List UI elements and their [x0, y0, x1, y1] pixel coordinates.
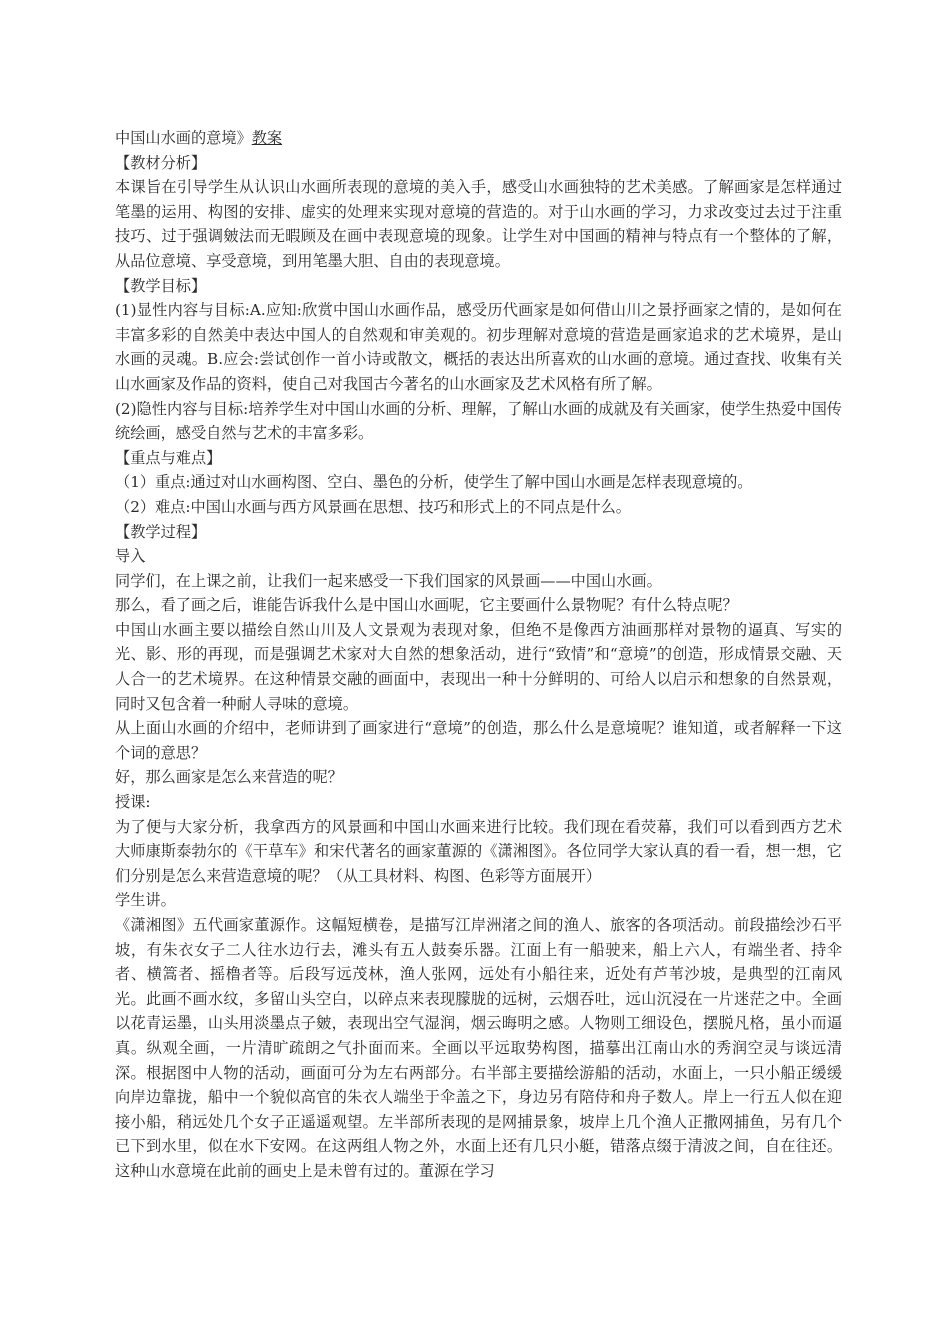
intro-label: 导入	[115, 547, 146, 566]
goal-paragraph-1: (1)显性内容与目标:A.应知:欣赏中国山水画作品，感受历代画家是如何借山川之景抒画家之情的，是如何在丰富多彩的自然美中表达中国人的自然观和审美观的。初步理解对意境的营造是画家追求的艺术境界，是山水画的灵魂。B.应会:尝试创作一首小诗或散文，概括的表达出所喜欢的山水画的意境。通过查找、收集有关山水画家及作品的资料，使自己对我国古今著名的山水画家及艺术风格有所了解。	[115, 301, 842, 393]
analysis-heading: 【教材分析】	[115, 153, 207, 172]
keypoint-paragraph-2: （2）难点:中国山水画与西方风景画在思想、技巧和形式上的不同点是什么。	[115, 497, 631, 516]
goals-heading: 【教学目标】	[115, 276, 207, 295]
student-label: 学生讲。	[115, 891, 176, 910]
intro-paragraph-5: 好，那么画家是怎么来营造的呢？	[115, 768, 343, 787]
document-title	[115, 126, 842, 151]
keypoints-heading: 【重点与难点】	[115, 448, 222, 467]
intro-paragraph-3: 中国山水画主要以描绘自然山川及人文景观为表现对象，但绝不是像西方油画那样对景物的逼真、写实的光、影、形的再现，而是强调艺术家对大自然的想象活动，进行“致情”和“意境”的创造，形成情景交融、天人合一的艺术境界。在这种情景交融的画面中，表现出一种十分鲜明的、可给人以启示和想象的自然景观，同时又包含着一种耐人寻味的意境。	[115, 620, 842, 713]
intro-paragraph-4: 从上面山水画的介绍中，老师讲到了画家进行“意境”的创造，那么什么是意境呢？谁知道，或者解释一下这个词的意思？	[115, 719, 842, 762]
document-page	[115, 126, 842, 1184]
intro-paragraph-1: 同学们，在上课之前，让我们一起来感受一下我们国家的风景画——中国山水画。	[115, 571, 662, 590]
analysis-paragraph: 本课旨在引导学生从认识山水画所表现的意境的美入手，感受山水画独特的艺术美感。了解画家是怎样通过笔墨的运用、构图的安排、虚实的处理来实现对意境的营造的。对于山水画的学习，力求改变过去过于注重技巧、过于强调皴法而无暇顾及在画中表现意境的现象。让学生对中国画的精神与特点有一个整体的了解，从品位意境、享受意境，到用笔墨大胆、自由的表现意境。	[115, 178, 842, 270]
lecture-paragraph-2: 《潇湘图》五代画家董源作。这幅短横卷，是描写江岸洲渚之间的渔人、旅客的各项活动。前段描绘沙石平坡，有朱衣女子二人往水边行去，滩头有五人鼓奏乐器。江面上有一船驶来，船上六人，有端坐者、持伞者、横篙者、摇橹者等。后段写远茂林，渔人张网，远处有小船往来，近处有芦苇沙坡，是典型的江南风光。此画不画水纹，多留山头空白，以碎点来表现朦胧的远树，云烟吞吐，远山沉浸在一片迷茫之中。全画以花青运墨，山头用淡墨点子皴，表现出空气湿润，烟云晦明之感。人物则工细设色，摆脱凡格，虽小而逼真。纵观全画，一片清旷疏朗之气扑面而来。全画以平远取势构图，描摹出江南山水的秀润空灵与谈远清深。根据图中人物的活动，画面可分为左右两部分。右半部主要描绘游船的活动，水面上，一只小船正缓缓向岸边靠拢，船中一个貌似高官的朱衣人端坐于伞盖之下，身边另有陪侍和舟子数人。岸上一行五人似在迎接小船，稍远处几个女子正遥遥观望。左半部所表现的是网捕景象，坡岸上几个渔人正撒网捕鱼，另有几个已下到水里，似在水下安网。在这两组人物之外，水面上还有几只小艇，错落点缀于清波之间，自在往还。这种山水意境在此前的画史上是未曾有过的。董源在学习	[115, 916, 842, 1180]
keypoint-paragraph-1: （1）重点:通过对山水画构图、空白、墨色的分析，使学生了解中国山水画是怎样表现意境的。	[115, 473, 753, 492]
lecture-label: 授课:	[115, 793, 151, 812]
goal-paragraph-2: (2)隐性内容与目标:培养学生对中国山水画的分析、理解，了解山水画的成就及有关画家，使学生热爱中国传统绘画，感受自然与艺术的丰富多彩。	[115, 399, 842, 443]
lecture-paragraph-1: 为了便与大家分析，我拿西方的风景画和中国山水画来进行比较。我们现在看荧幕，我们可以看到西方艺术大师康斯泰勃尔的《干草车》和宋代著名的画家董源的《潇湘图》。各位同学大家认真的看一看，想一想，它们分别是怎么来营造意境的呢？（从工具材料、构图、色彩等方面展开）	[115, 817, 842, 885]
process-heading: 【教学过程】	[115, 522, 207, 541]
document-title-text: 中国山水画的意境》	[115, 129, 252, 147]
lesson-plan-link[interactable]: 教案	[251, 129, 283, 147]
intro-paragraph-2: 那么，看了画之后，谁能告诉我什么是中国山水画呢，它主要画什么景物呢？有什么特点呢？	[115, 596, 738, 615]
